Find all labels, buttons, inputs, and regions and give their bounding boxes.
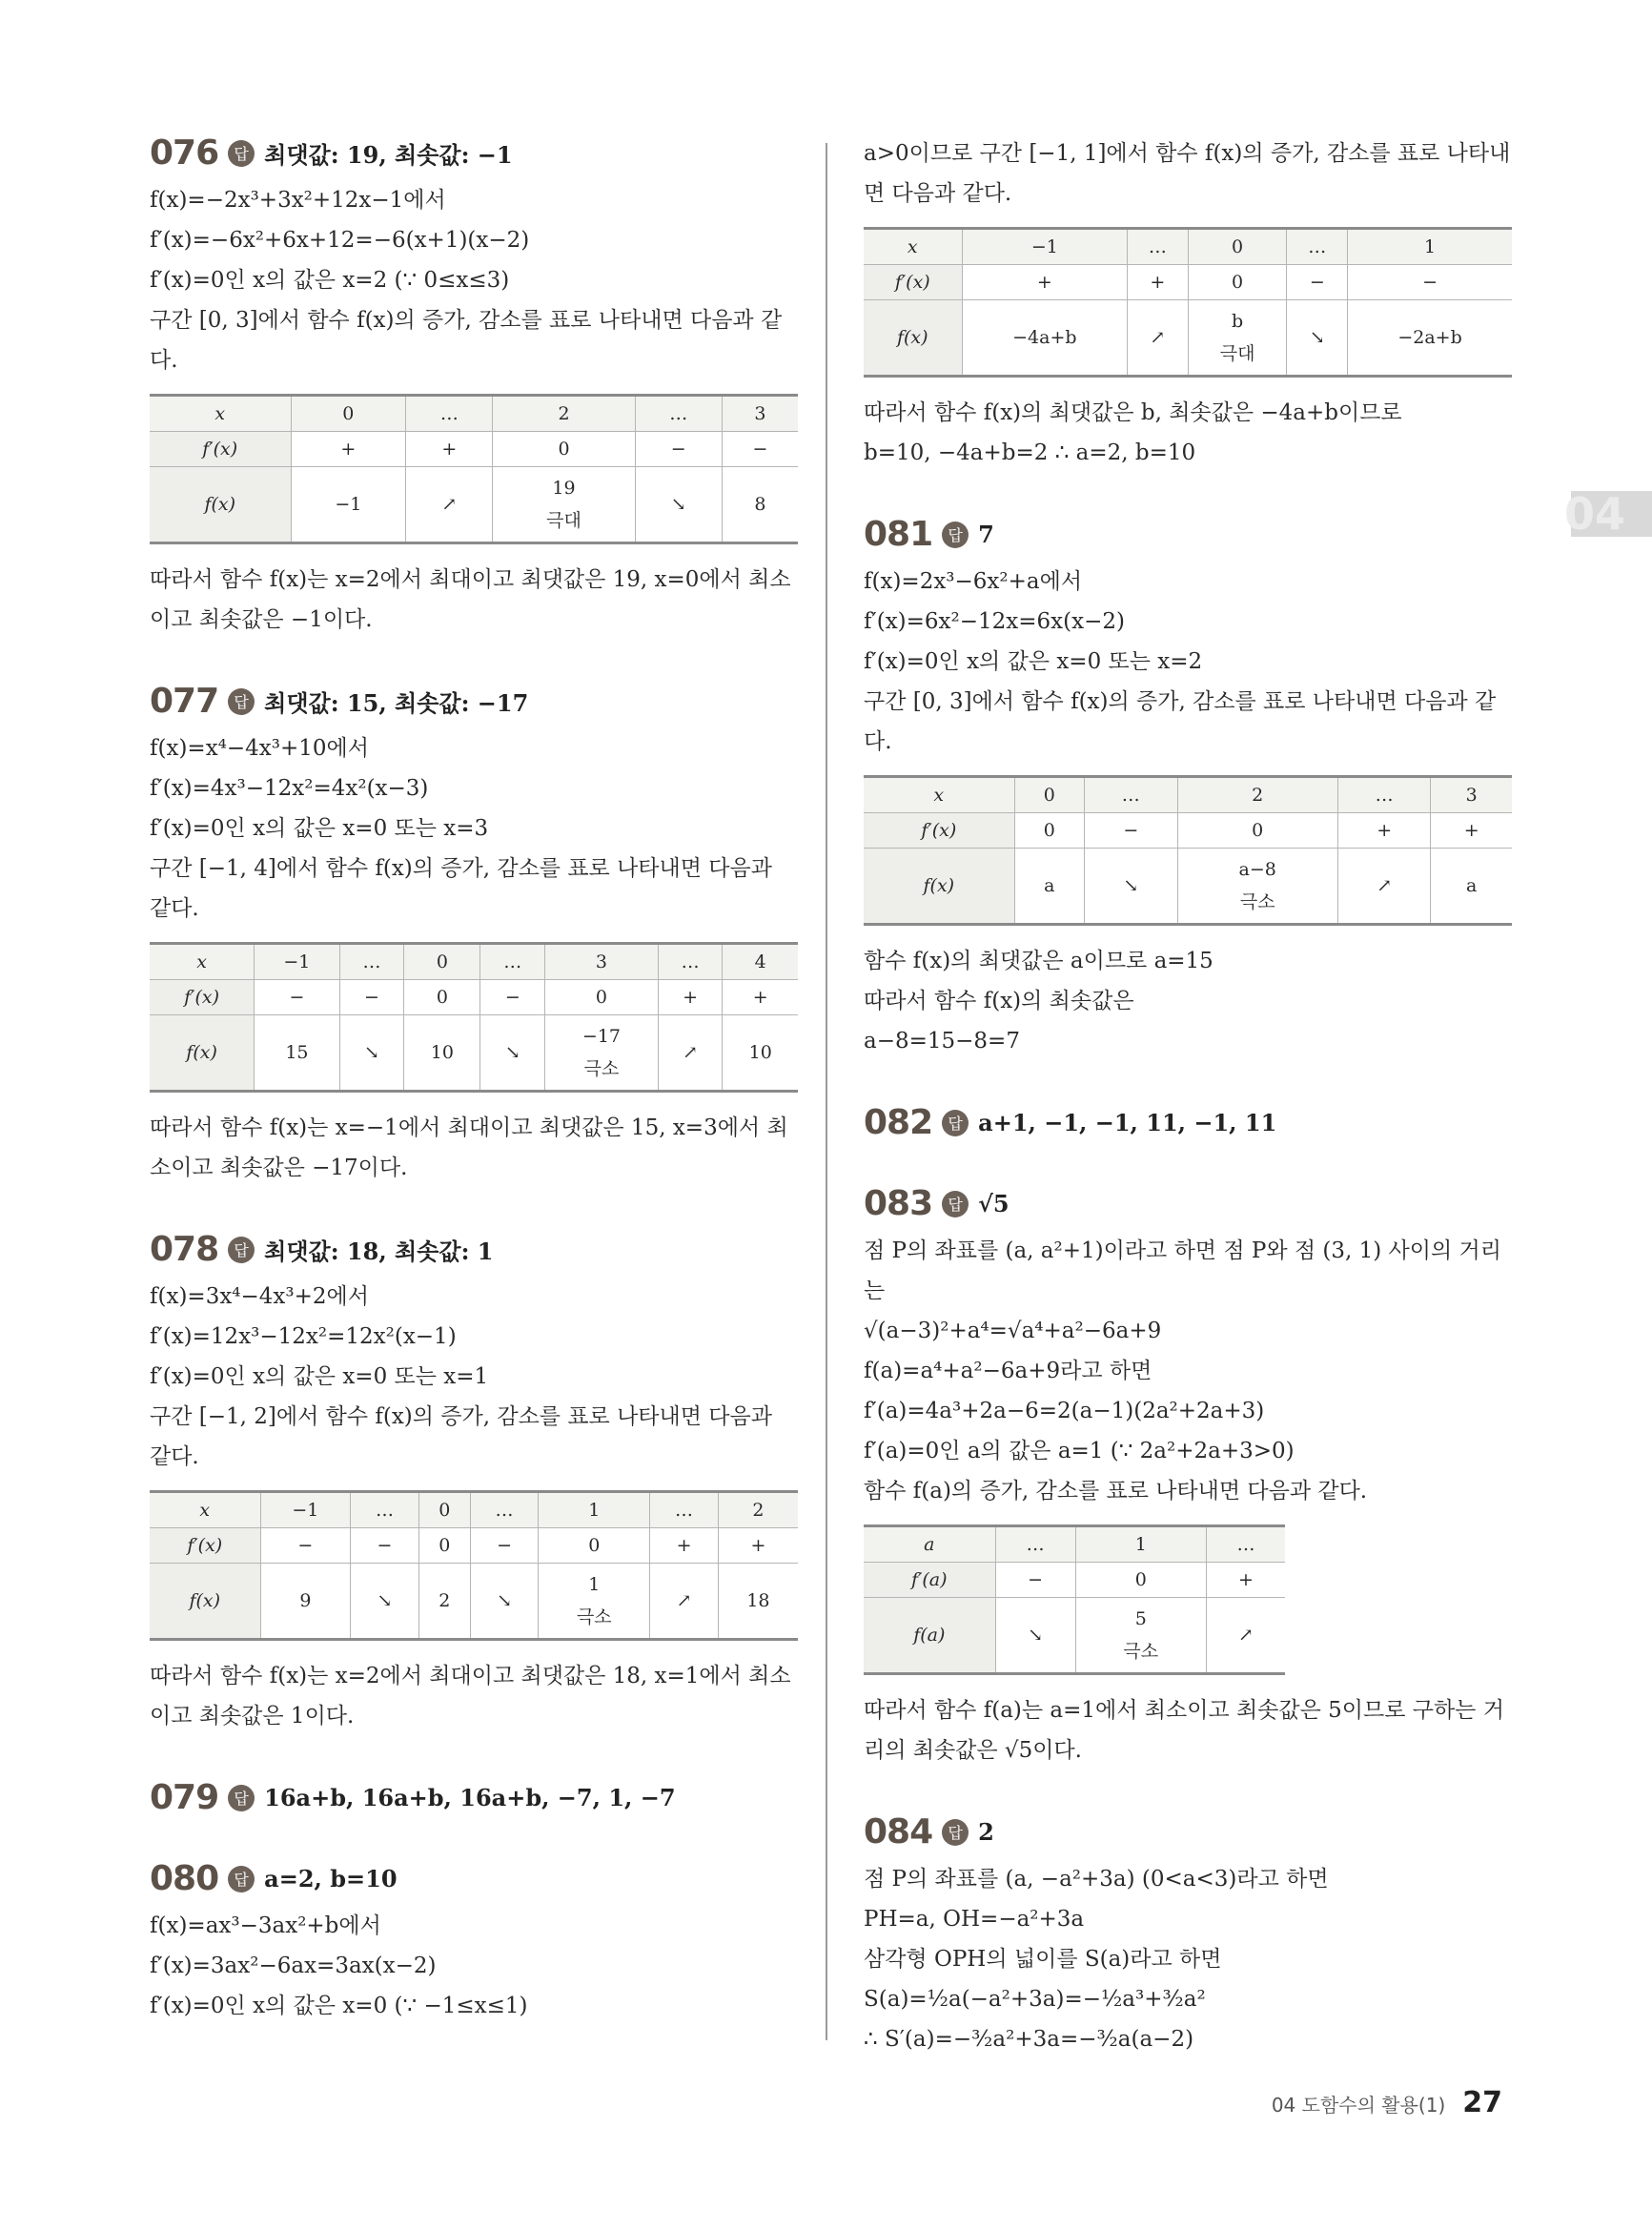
solution-line: S(a)=½a(−a²+3a)=−½a³+³⁄₂a² [864, 1987, 1206, 2012]
table-cell: 2 [418, 1564, 470, 1640]
problem-continued [864, 133, 1512, 473]
problem-header [150, 682, 798, 721]
solution-line: f′(x)=0인 x의 값은 x=0 (∵ −1≤x≤1) [150, 1994, 528, 2018]
solution-line: 구간 [0, 3]에서 함수 f(x)의 증가, 감소를 표로 나타내면 다음과 같다. [864, 689, 1497, 754]
table-cell: 1 [1348, 229, 1512, 265]
table-row-header: x [150, 1492, 260, 1528]
problem-083 [864, 1184, 1512, 1770]
table-cell: + [406, 432, 493, 467]
table-cell: ↗ [658, 1015, 723, 1092]
table-cell: 0 [1014, 813, 1084, 849]
table-cell: … [635, 396, 722, 432]
table-cell: 4 [723, 944, 798, 980]
solution-line: √(a−3)²+a⁴=√a⁴+a²−6a+9 [864, 1319, 1162, 1343]
table-cell: − [480, 980, 545, 1015]
table-cell: − [470, 1528, 539, 1564]
problem-number: 078 [150, 1230, 219, 1269]
solution-line: 따라서 함수 f(x)는 x=2에서 최대이고 최댓값은 19, x=0에서 최소이고 최솟값은 −1이다. [150, 567, 791, 632]
answer-badge-icon: 답 [942, 522, 969, 548]
table-cell: − [722, 432, 798, 467]
table-cell: −1 [260, 1492, 351, 1528]
table-cell: a [1431, 849, 1512, 925]
table-cell: + [1431, 813, 1512, 849]
table-cell: a−8 극소 [1177, 849, 1337, 925]
solution-line: 따라서 함수 f(x)는 x=−1에서 최대이고 최댓값은 15, x=3에서 최소이고 최솟값은 −17이다. [150, 1115, 788, 1180]
solution-line: f(a)=a⁴+a²−6a+9라고 하면 [864, 1359, 1152, 1383]
table-cell: − [260, 1528, 351, 1564]
solution-line: f′(x)=0인 x의 값은 x=2 (∵ 0≤x≤3) [150, 268, 510, 293]
problem-number: 082 [864, 1103, 933, 1142]
answer-text: 최댓값: 19, 최솟값: −1 [264, 141, 513, 169]
answer-text: a=2, b=10 [264, 1865, 398, 1892]
table-row-header: f(x) [864, 849, 1014, 925]
variation-table [150, 942, 798, 1093]
answer-badge-icon: 답 [942, 1191, 969, 1217]
solution-line: f′(x)=−6x²+6x+12=−6(x+1)(x−2) [150, 228, 530, 253]
table-cell: … [339, 944, 404, 980]
answer-text: 7 [978, 521, 994, 548]
problem-076 [150, 133, 798, 640]
right-column [864, 133, 1512, 2101]
solution-line: 구간 [−1, 2]에서 함수 f(x)의 증가, 감소를 표로 나타내면 다음과 같다. [150, 1404, 772, 1469]
table-cell: 0 [1177, 813, 1337, 849]
table-cell: ↗ [1206, 1598, 1285, 1674]
answer-badge-icon: 답 [228, 1237, 255, 1263]
page-number: 27 [1462, 2086, 1502, 2119]
problem-header [864, 1184, 1512, 1223]
answer-text: a+1, −1, −1, 11, −1, 11 [978, 1109, 1277, 1136]
table-cell: − [995, 1563, 1075, 1598]
table-cell: … [480, 944, 545, 980]
solution-line: f(x)=2x³−6x²+a에서 [864, 569, 1083, 594]
table-row-header: f(x) [150, 1015, 255, 1092]
table-cell: … [1085, 777, 1178, 813]
table-cell: … [470, 1492, 539, 1528]
variation-table [864, 1524, 1285, 1675]
answer-badge-icon: 답 [942, 1819, 969, 1846]
table-cell: + [962, 265, 1128, 300]
problem-number: 080 [150, 1859, 219, 1898]
table-cell: + [291, 432, 406, 467]
table-cell: ↘ [480, 1015, 545, 1092]
table-cell: + [1206, 1563, 1285, 1598]
solution-line: 점 P의 좌표를 (a, a²+1)이라고 하면 점 P와 점 (3, 1) 사이의 거리는 [864, 1238, 1501, 1303]
problem-number: 076 [150, 133, 219, 173]
variation-table [864, 227, 1512, 378]
table-row-header: f′(x) [150, 1528, 260, 1564]
table-cell: 0 [418, 1492, 470, 1528]
table-cell: … [1206, 1526, 1285, 1563]
problem-header [864, 1103, 1512, 1142]
table-cell: 18 [718, 1564, 798, 1640]
table-cell: 19 극대 [493, 467, 635, 543]
table-cell: ↘ [1287, 300, 1348, 377]
solution-line: PH=a, OH=−a²+3a [864, 1907, 1085, 1932]
table-cell: 0 [1188, 265, 1287, 300]
problem-header [864, 1812, 1512, 1852]
variation-table [864, 775, 1512, 926]
problem-number: 079 [150, 1778, 219, 1817]
solution-line: f′(a)=4a³+2a−6=2(a−1)(2a²+2a+3) [864, 1399, 1265, 1423]
answer-badge-icon: 답 [942, 1110, 969, 1136]
solution-line: f′(x)=0인 x의 값은 x=0 또는 x=1 [150, 1364, 489, 1389]
table-cell: … [1128, 229, 1189, 265]
table-row-header: f(x) [150, 467, 291, 543]
problem-number: 083 [864, 1184, 933, 1223]
table-cell: ↗ [1128, 300, 1189, 377]
table-cell: 0 [291, 396, 406, 432]
table-row-header: f′(x) [864, 265, 962, 300]
table-row-header: f(x) [150, 1564, 260, 1640]
table-cell: 2 [493, 396, 635, 432]
variation-table [150, 394, 798, 544]
table-cell: 1 [1075, 1526, 1206, 1563]
solution-line: f′(x)=4x³−12x²=4x²(x−3) [150, 776, 429, 801]
table-cell: ↘ [351, 1564, 419, 1640]
solution-line: f′(a)=0인 a의 값은 a=1 (∵ 2a²+2a+3>0) [864, 1439, 1295, 1463]
table-cell: 2 [718, 1492, 798, 1528]
table-cell: ↘ [339, 1015, 404, 1092]
solution-line: 따라서 함수 f(x)의 최솟값은 [864, 989, 1134, 1013]
problem-header [864, 515, 1512, 554]
problem-080 [150, 1859, 798, 2026]
table-row-header: a [864, 1526, 995, 1563]
table-cell: − [255, 980, 339, 1015]
table-cell: ↘ [470, 1564, 539, 1640]
table-cell: … [1337, 777, 1431, 813]
table-cell: − [351, 1528, 419, 1564]
table-cell: −17 극소 [545, 1015, 659, 1092]
table-cell: … [406, 396, 493, 432]
solution-line: b=10, −4a+b=2 ∴ a=2, b=10 [864, 440, 1196, 465]
table-cell: ↘ [1085, 849, 1178, 925]
answer-text: 2 [978, 1818, 994, 1846]
table-cell: −1 [291, 467, 406, 543]
table-row-header: f(a) [864, 1598, 995, 1674]
table-cell: 0 [545, 980, 659, 1015]
solution-line: 삼각형 OPH의 넓이를 S(a)라고 하면 [864, 1947, 1222, 1972]
table-cell: 0 [1014, 777, 1084, 813]
solution-line: f(x)=x⁴−4x³+10에서 [150, 736, 369, 761]
table-cell: b 극대 [1188, 300, 1287, 377]
answer-badge-icon: 답 [228, 688, 255, 715]
problem-077 [150, 682, 798, 1188]
problem-number: 077 [150, 682, 219, 721]
chapter-title: 04 도함수의 활용(1) [1271, 2094, 1446, 2117]
answer-badge-icon: 답 [228, 140, 255, 167]
table-cell: − [339, 980, 404, 1015]
answer-text: 16a+b, 16a+b, 16a+b, −7, 1, −7 [264, 1784, 676, 1811]
table-cell: ↗ [406, 467, 493, 543]
solution-line: 함수 f(a)의 증가, 감소를 표로 나타내면 다음과 같다. [864, 1479, 1368, 1504]
solution-line: f(x)=3x⁴−4x³+2에서 [150, 1284, 369, 1309]
answer-text: 최댓값: 18, 최솟값: 1 [264, 1238, 494, 1265]
solution-line: 따라서 함수 f(x)는 x=2에서 최대이고 최댓값은 18, x=1에서 최소이고 최솟값은 1이다. [150, 1664, 791, 1729]
left-column [150, 133, 798, 2068]
table-cell: 9 [260, 1564, 351, 1640]
solution-line: ∴ S′(a)=−³⁄₂a²+3a=−³⁄₂a(a−2) [864, 2027, 1194, 2052]
table-cell: … [995, 1526, 1075, 1563]
table-cell: + [658, 980, 723, 1015]
table-cell: −4a+b [962, 300, 1128, 377]
solution-line: 함수 f(x)의 최댓값은 a이므로 a=15 [864, 949, 1214, 973]
table-row-header: f′(x) [864, 813, 1014, 849]
table-row-header: x [150, 396, 291, 432]
answer-badge-icon: 답 [228, 1866, 255, 1892]
solution-line: f(x)=ax³−3ax²+b에서 [150, 1913, 381, 1938]
answer-badge-icon: 답 [228, 1785, 255, 1811]
table-cell: 0 [404, 980, 480, 1015]
solution-line: 따라서 함수 f(a)는 a=1에서 최소이고 최솟값은 5이므로 구하는 거리의 최솟값은 √5이다. [864, 1698, 1504, 1763]
problem-number: 081 [864, 515, 933, 554]
problem-081 [864, 515, 1512, 1061]
table-cell: 1 [539, 1492, 650, 1528]
table-cell: 3 [545, 944, 659, 980]
solution-line: f′(x)=12x³−12x²=12x²(x−1) [150, 1324, 457, 1349]
chapter-side-number: 04 [1563, 488, 1625, 540]
table-cell: + [723, 980, 798, 1015]
page-footer [1272, 2086, 1502, 2119]
table-cell: −2a+b [1348, 300, 1512, 377]
problem-082 [864, 1103, 1512, 1142]
table-cell: 15 [255, 1015, 339, 1092]
answer-text: 최댓값: 15, 최솟값: −17 [264, 689, 529, 717]
table-cell: + [1337, 813, 1431, 849]
table-cell: + [718, 1528, 798, 1564]
solution-line: a>0이므로 구간 [−1, 1]에서 함수 f(x)의 증가, 감소를 표로 나타내면 다음과 같다. [864, 141, 1511, 206]
table-cell: 8 [722, 467, 798, 543]
table-cell: ↗ [1337, 849, 1431, 925]
problem-header [150, 1859, 798, 1898]
table-row-header: f′(x) [150, 980, 255, 1015]
table-cell: … [650, 1492, 719, 1528]
table-cell: 0 [418, 1528, 470, 1564]
table-cell: … [351, 1492, 419, 1528]
answer-text: √5 [978, 1190, 1010, 1217]
table-cell: ↘ [995, 1598, 1075, 1674]
table-cell: … [1287, 229, 1348, 265]
table-cell: − [635, 432, 722, 467]
table-cell: 0 [493, 432, 635, 467]
table-row-header: f(x) [864, 300, 962, 377]
solution-line: 구간 [0, 3]에서 함수 f(x)의 증가, 감소를 표로 나타내면 다음과 같다. [150, 308, 783, 373]
table-cell: − [1348, 265, 1512, 300]
table-cell: + [650, 1528, 719, 1564]
solution-line: f′(x)=3ax²−6ax=3ax(x−2) [150, 1954, 437, 1978]
table-cell: 3 [1431, 777, 1512, 813]
table-cell: 10 [404, 1015, 480, 1092]
table-cell: 10 [723, 1015, 798, 1092]
problem-number: 084 [864, 1812, 933, 1852]
solution-line: a−8=15−8=7 [864, 1029, 1020, 1054]
table-cell: 5 극소 [1075, 1598, 1206, 1674]
table-cell: 0 [1075, 1563, 1206, 1598]
table-cell: −1 [962, 229, 1128, 265]
table-cell: … [658, 944, 723, 980]
solution-line: f′(x)=0인 x의 값은 x=0 또는 x=3 [150, 816, 489, 841]
solution-line: f′(x)=6x²−12x=6x(x−2) [864, 609, 1125, 634]
table-row-header: x [150, 944, 255, 980]
table-row-header: x [864, 777, 1014, 813]
solution-line: 따라서 함수 f(x)의 최댓값은 b, 최솟값은 −4a+b이므로 [864, 400, 1402, 425]
solution-line: 점 P의 좌표를 (a, −a²+3a) (0<a<3)라고 하면 [864, 1867, 1329, 1892]
table-cell: 1 극소 [539, 1564, 650, 1640]
table-cell: 2 [1177, 777, 1337, 813]
table-row-header: f′(x) [150, 432, 291, 467]
solution-line: f′(x)=0인 x의 값은 x=0 또는 x=2 [864, 649, 1203, 674]
table-cell: 0 [404, 944, 480, 980]
table-cell: − [1287, 265, 1348, 300]
problem-079 [150, 1778, 798, 1817]
problem-084 [864, 1812, 1512, 2059]
table-row-header: x [864, 229, 962, 265]
table-row-header: f′(a) [864, 1563, 995, 1598]
column-divider [826, 143, 827, 2040]
table-cell: a [1014, 849, 1084, 925]
solution-line: f(x)=−2x³+3x²+12x−1에서 [150, 188, 446, 213]
problem-header [150, 1230, 798, 1269]
variation-table [150, 1490, 798, 1641]
table-cell: + [1128, 265, 1189, 300]
table-cell: ↘ [635, 467, 722, 543]
table-cell: 0 [1188, 229, 1287, 265]
solution-line: 구간 [−1, 4]에서 함수 f(x)의 증가, 감소를 표로 나타내면 다음과 같다. [150, 856, 772, 921]
table-cell: −1 [255, 944, 339, 980]
table-cell: ↗ [650, 1564, 719, 1640]
problem-header [150, 133, 798, 173]
table-cell: 0 [539, 1528, 650, 1564]
problem-078 [150, 1230, 798, 1736]
table-cell: − [1085, 813, 1178, 849]
table-cell: 3 [722, 396, 798, 432]
problem-header [150, 1778, 798, 1817]
